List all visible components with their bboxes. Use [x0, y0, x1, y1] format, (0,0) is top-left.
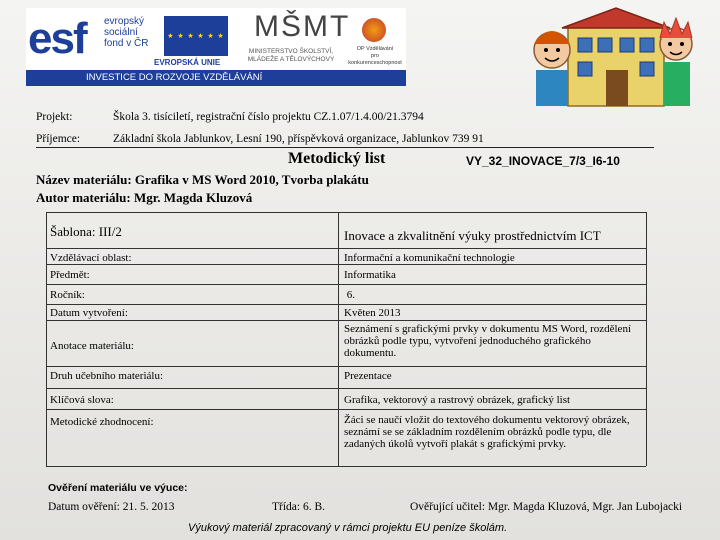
- row-value-area: Informační a komunikační technologie: [344, 252, 515, 264]
- row-label-created: Datum vytvoření:: [50, 307, 128, 319]
- row-value-grade: 6.: [344, 289, 355, 301]
- op-logo-icon: [362, 18, 386, 42]
- msmt-logo-letters: MŠMT: [254, 10, 351, 43]
- template-label: Šablona: III/2: [50, 224, 122, 239]
- recipient-value: Základní škola Jablunkov, Lesní 190, příspěvková organizace, Jablunkov 739 91: [113, 133, 484, 145]
- template-value: Inovace a zkvalitnění výuky prostřednictvím ICT: [344, 228, 601, 243]
- eu-logo-label: EVROPSKÁ UNIE: [154, 58, 221, 67]
- row-label-keywords: Klíčová slova:: [50, 394, 114, 406]
- verification-date: Datum ověření: 21. 5. 2013: [48, 501, 175, 513]
- invest-slogan-bar: [26, 70, 406, 86]
- verification-class: Třída: 6. B.: [272, 501, 326, 513]
- material-author: Autor materiálu: Mgr. Magda Kluzová: [36, 190, 253, 205]
- eu-flag-icon: ★ ★ ★ ★ ★ ★: [164, 16, 228, 56]
- row-value-subject: Informatika: [344, 269, 396, 281]
- verification-title: Ověření materiálu ve výuce:: [48, 482, 188, 494]
- row-label-annotation: Anotace materiálu:: [50, 340, 134, 352]
- row-label-material-type: Druh učebního materiálu:: [50, 370, 164, 382]
- row-value-keywords: Grafika, vektorový a rastrový obrázek, grafický list: [344, 394, 571, 406]
- header-divider: [36, 147, 654, 148]
- project-value: Škola 3. tisíciletí, registrační číslo projektu CZ.1.07/1.4.00/21.3794: [113, 111, 424, 123]
- msmt-logo: [236, 10, 351, 68]
- row-label-area: Vzdělávací oblast:: [50, 252, 132, 264]
- footer-note: Výukový materiál zpracovaný v rámci projektu EU peníze školám.: [188, 522, 508, 534]
- sheet-title: Metodický list: [288, 150, 386, 167]
- row-value-material-type: Prezentace: [344, 370, 392, 382]
- school-illustration: [528, 4, 696, 108]
- material-code: VY_32_INOVACE_7/3_I6-10: [466, 154, 620, 168]
- row-label-subject: Předmět:: [50, 269, 90, 281]
- row-value-evaluation: Žáci se naučí vložit do textového dokumentu vektorový obrázek, seznámí se se základním rozdělením obrázků podle typu, dle zadaných úkolů vytvoří plakát s grafickými prvky.: [344, 414, 630, 450]
- methodology-table: [46, 212, 646, 466]
- msmt-logo-text: MINISTERSTVO ŠKOLSTVÍ, MLÁDEŽE A TĚLOVÝCHOVY: [247, 48, 335, 63]
- project-label: Projekt:: [36, 111, 73, 123]
- op-logo: [344, 18, 406, 70]
- row-value-annotation: Seznámení s grafickými prvky v dokumentu MS Word, rozdělení obrázků podle typu, vytvoření jednoduchého grafického dokumentu.: [344, 323, 631, 359]
- invest-slogan: INVESTICE DO ROZVOJE VZDĚLÁVÁNÍ: [86, 72, 263, 83]
- esf-logo-text: evropský sociální fond v ČR: [104, 16, 149, 49]
- recipient-label: Příjemce:: [36, 133, 81, 145]
- verification-teachers: Ověřující učitel: Mgr. Magda Kluzová, Mgr. Jan Lubojacki: [410, 501, 683, 513]
- material-name: Název materiálu: Grafika v MS Word 2010, Tvorba plakátu: [36, 172, 369, 187]
- row-label-grade: Ročník:: [50, 289, 85, 301]
- esf-logo-letters: esf: [28, 14, 86, 63]
- row-label-evaluation: Metodické zhodnocení:: [50, 416, 154, 428]
- row-value-created: Květen 2013: [344, 307, 401, 319]
- op-logo-text: OP Vzdělávání pro konkurenceschopnost: [348, 46, 402, 66]
- logo-strip: [26, 8, 406, 86]
